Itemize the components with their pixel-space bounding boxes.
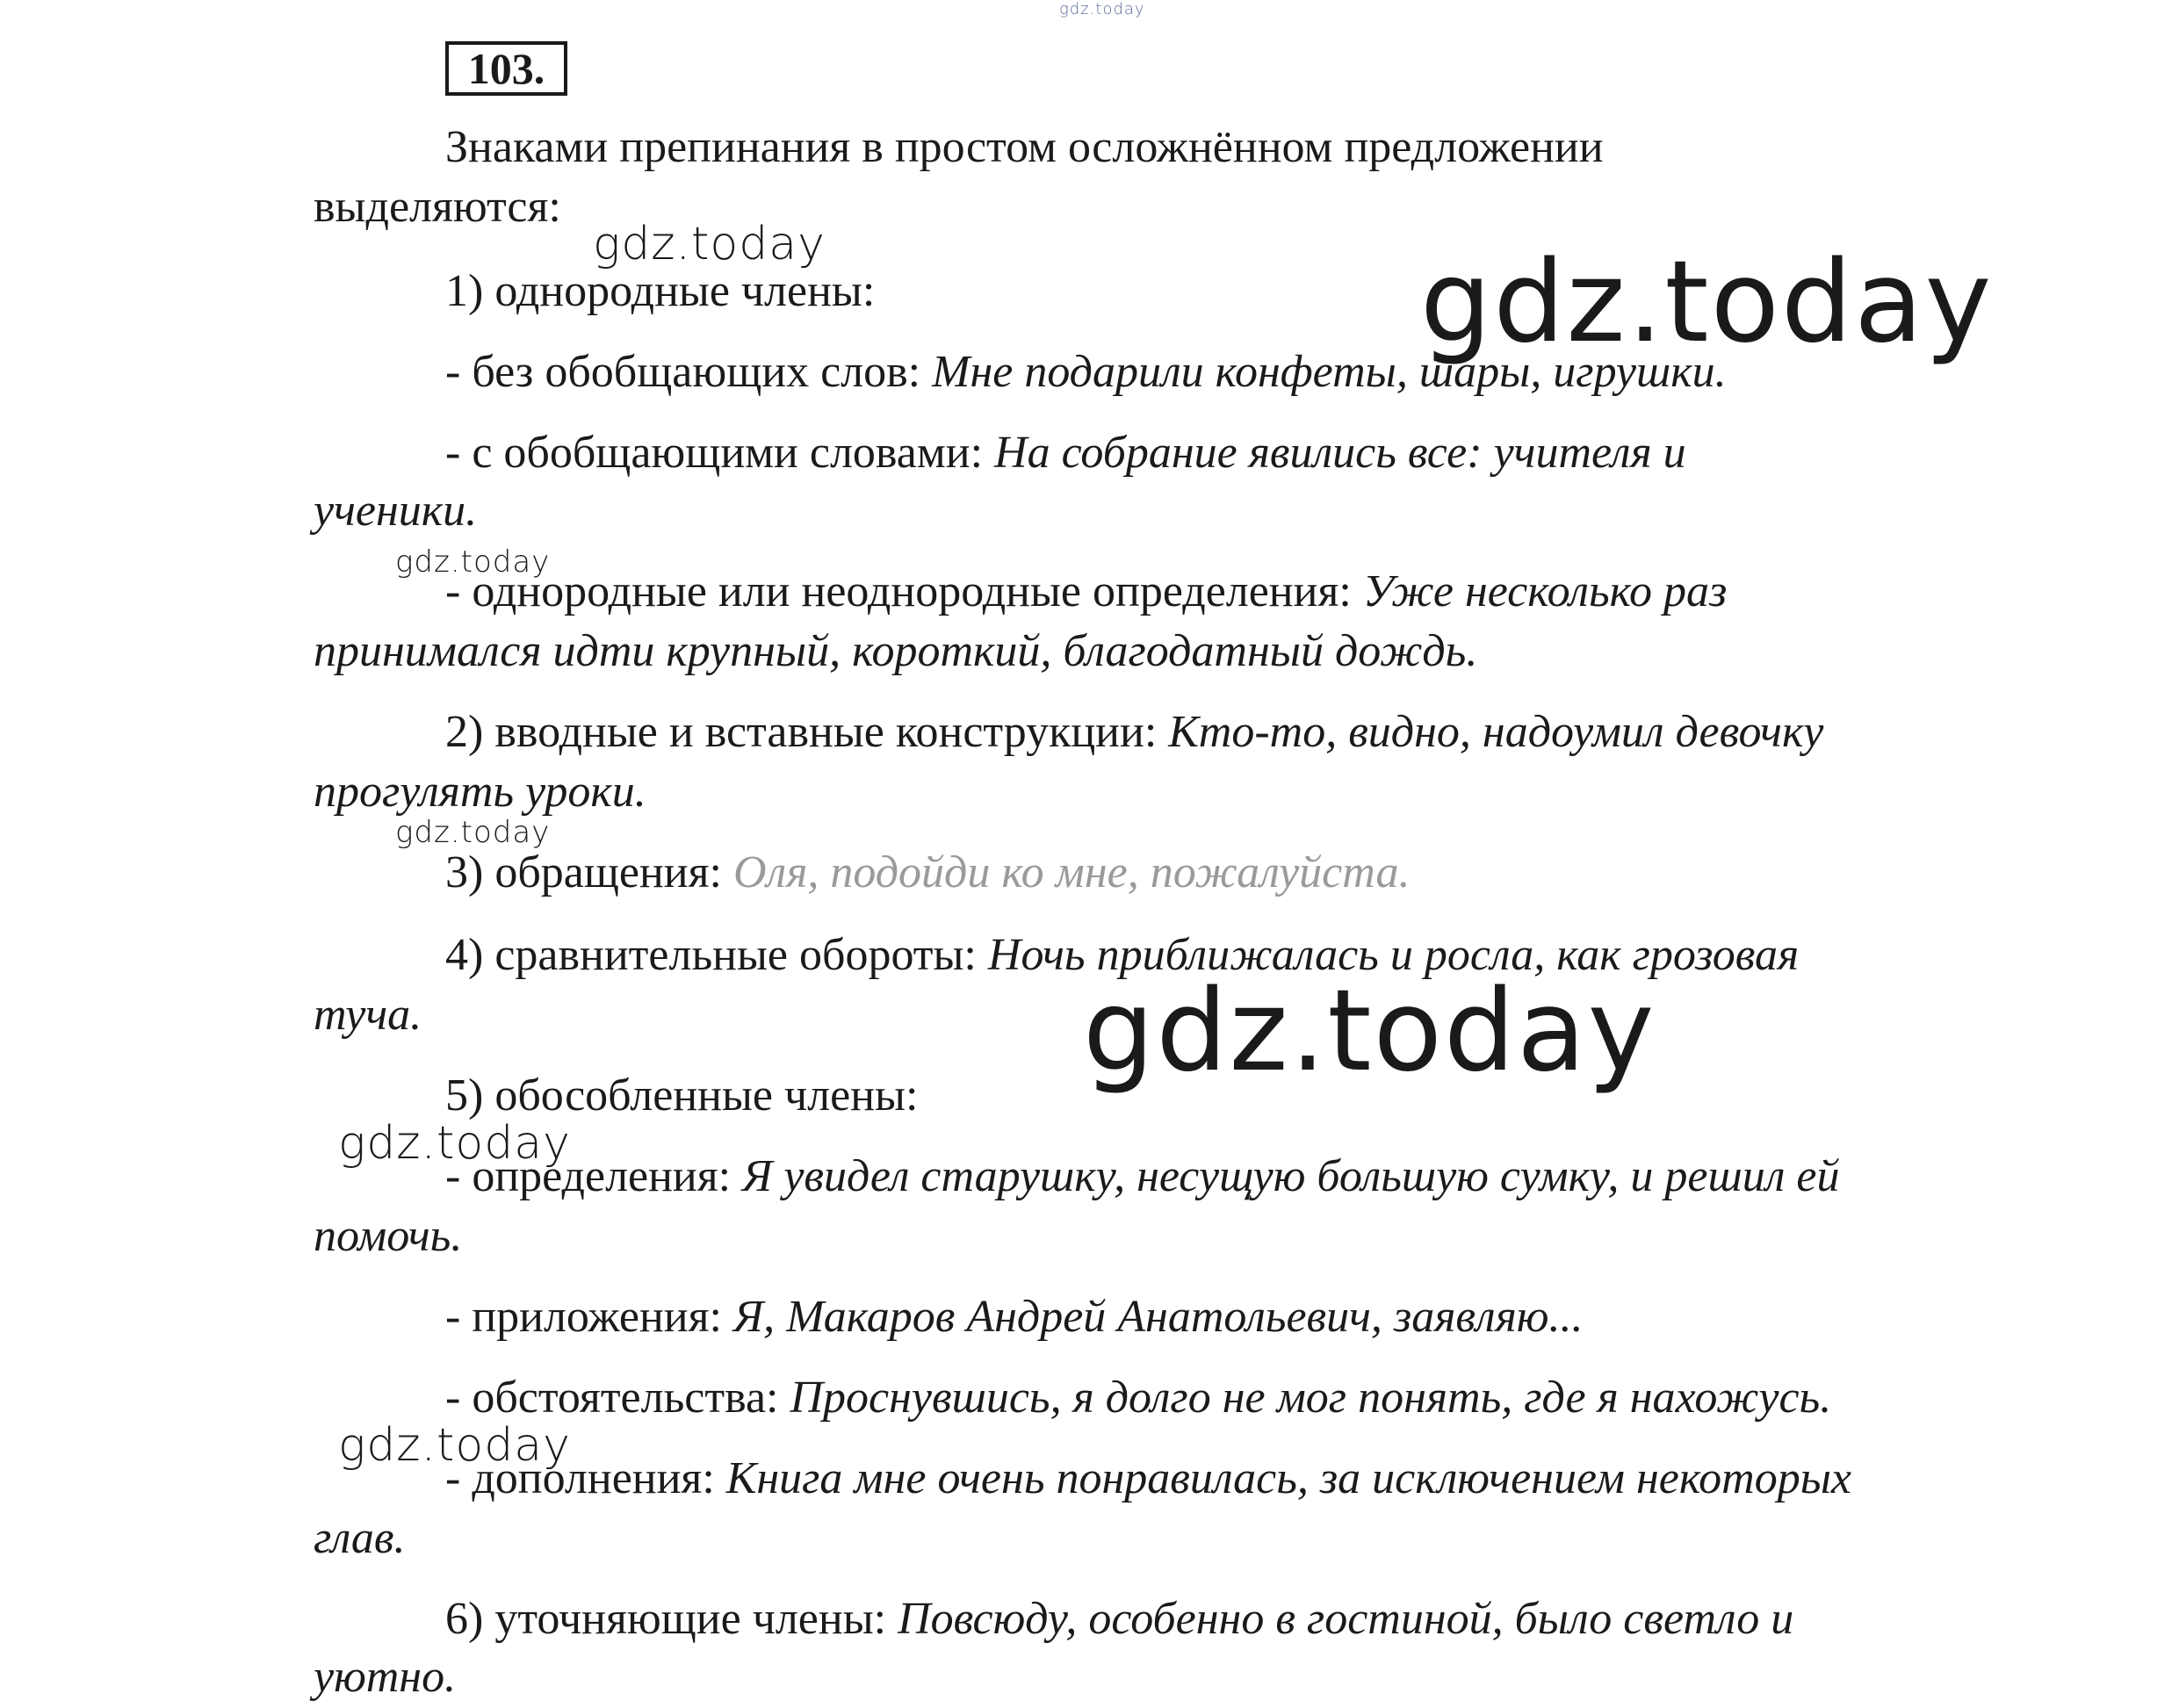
item-1a-label: - без обобщающих слов:	[445, 347, 933, 397]
item-1b-example-1: На собрание явились все: учителя и	[994, 428, 1686, 478]
item-3-example: Оля, подойди ко мне, пожалуйста.	[733, 847, 1411, 897]
item-2	[445, 706, 1823, 759]
watermark-top: gdz.today	[1059, 0, 1145, 18]
item-1c	[445, 566, 1727, 618]
watermark-big-2: gdz.today	[1083, 966, 1656, 1097]
item-1b-example-2: ученики.	[314, 486, 478, 536]
item-6-label: 6) уточняющие члены:	[445, 1594, 898, 1644]
item-5b-label: - приложения:	[445, 1292, 733, 1342]
watermark-4: gdz.today	[338, 1117, 571, 1170]
task-number: 103.	[445, 41, 567, 96]
item-6-example-2: уютно.	[314, 1652, 457, 1702]
item-3	[445, 847, 1410, 899]
item-1b	[445, 427, 1686, 479]
item-5c-example: Проснувшись, я долго не мог понять, где я нахожусь.	[790, 1373, 1832, 1423]
intro-line-2: выделяются:	[314, 182, 561, 232]
item-4-label: 4) сравнительные обороты:	[445, 930, 988, 980]
item-1c-label: - однородные или неоднородные определения:	[445, 566, 1363, 616]
watermark-big-1: gdz.today	[1420, 237, 1994, 368]
item-1c-example-2: принимался идти крупный, короткий, благодатный дождь.	[314, 626, 1478, 676]
item-5d	[445, 1452, 1851, 1505]
item-5-title: 5) обособленные члены:	[445, 1070, 919, 1121]
item-6	[445, 1593, 1793, 1646]
item-4-example-2: туча.	[314, 990, 422, 1040]
item-5a-example-2: помочь.	[314, 1211, 463, 1261]
item-1a	[445, 346, 1727, 399]
item-5a-example-1: Я увидел старушку, несущую большую сумку, и решил ей	[742, 1151, 1840, 1201]
item-5c-label: - обстоятельства:	[445, 1373, 790, 1423]
watermark-2: gdz.today	[395, 544, 551, 580]
item-2-label: 2) вводные и вставные конструкции:	[445, 707, 1169, 757]
item-1-title: 1) однородные члены:	[445, 266, 876, 316]
item-5d-example-1: Книга мне очень понравилась, за исключением некоторых	[725, 1453, 1852, 1503]
watermark-5: gdz.today	[338, 1419, 571, 1472]
item-1b-label: - с обобщающими словами:	[445, 428, 995, 478]
item-1a-example: Мне подарили конфеты, шары, игрушки.	[932, 347, 1727, 397]
item-2-example-1: Кто-то, видно, надоумил девочку	[1168, 707, 1824, 757]
item-5a	[445, 1150, 1840, 1203]
item-5b	[445, 1291, 1583, 1344]
item-5c	[445, 1372, 1831, 1424]
item-6-example-1: Повсюду, особенно в гостиной, было светло и	[898, 1594, 1794, 1644]
watermark-3: gdz.today	[395, 815, 551, 850]
item-5d-example-2: глав.	[314, 1513, 406, 1563]
item-5b-example: Я, Макаров Андрей Анатольевич, заявляю...	[732, 1292, 1584, 1342]
item-3-label: 3) обращения:	[445, 847, 733, 897]
watermark-1: gdz.today	[593, 218, 826, 270]
item-5d-label: - дополнения:	[445, 1453, 726, 1503]
item-4-example-1: Ночь приближалась и росла, как грозовая	[987, 930, 1800, 980]
item-2-example-2: прогулять уроки.	[314, 767, 646, 817]
item-5a-label: - определения:	[445, 1151, 743, 1201]
item-1c-example-1: Уже несколько раз	[1362, 566, 1728, 616]
intro-line-1: Знаками препинания в простом осложнённом предложении	[445, 122, 1604, 172]
